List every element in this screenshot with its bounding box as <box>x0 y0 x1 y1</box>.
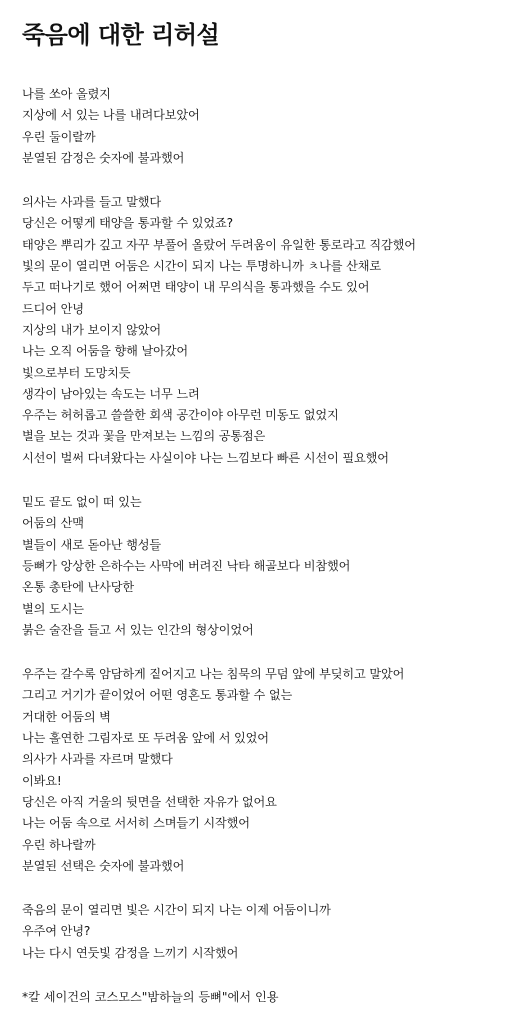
poem-line: 지상의 내가 보이지 않았어 <box>22 322 162 337</box>
poem-line: 드디어 안녕 <box>22 301 84 316</box>
poem-line: 죽음의 문이 열리면 빛은 시간이 되지 나는 이제 어둠이니까 <box>22 903 331 918</box>
poem-line: 우주는 허허롭고 쓸쓸한 회색 공간이야 아무런 미동도 없었지 <box>22 408 339 423</box>
poem-line: 별의 도시는 <box>22 601 84 616</box>
poem-line: 밑도 끝도 없이 떠 있는 <box>22 495 142 510</box>
poem-line: 거대한 어둠의 벽 <box>22 709 111 724</box>
poem-line: 나를 쏘아 올렸지 <box>22 87 111 101</box>
stanza <box>22 664 492 877</box>
poem-line: 나는 어둠 속으로 서서히 스며들기 시작했어 <box>22 816 250 831</box>
poem-line: 나는 오직 어둠을 향해 날아갔어 <box>22 344 188 359</box>
poem-line: 시선이 벌써 다녀왔다는 사실이야 나는 느낌보다 빠른 시선이 필요했어 <box>22 450 389 465</box>
poem-line: 빛의 문이 열리면 어둠은 시간이 되지 나는 투명하니까 ㅊ나를 산채로 <box>22 259 381 274</box>
poem-line: 별들이 새로 돋아난 행성들 <box>22 537 162 552</box>
poem-line: 별을 보는 것과 꽃을 만져보는 느낌의 공통점은 <box>22 429 266 444</box>
stanza <box>22 84 492 169</box>
poem-line: 우주여 안녕? <box>22 924 91 939</box>
poem-line: 생각이 남아있는 속도는 너무 느려 <box>22 386 200 401</box>
poem-line: 빛으로부터 도망치듯 <box>22 365 131 380</box>
poem-line: 분열된 선택은 숫자에 불과했어 <box>22 858 185 873</box>
stanza <box>22 192 492 469</box>
poem-line: 붉은 술잔을 들고 서 있는 인간의 형상이었어 <box>22 622 254 637</box>
poem-line: 분열된 감정은 숫자에 불과했어 <box>22 150 185 165</box>
poem-title: 죽음에 대한 리허설 <box>22 21 220 49</box>
poem-line: 그리고 거기가 끝이었어 어떤 영혼도 통과할 수 없는 <box>22 688 293 703</box>
poem-line: 우린 둘이랄까 <box>22 129 96 144</box>
poem-line: 두고 떠나기로 했어 어쩌면 태양이 내 무의식을 통과했을 수도 있어 <box>22 280 370 295</box>
poem-line: 당신은 어떻게 태양을 통과할 수 있었죠? <box>22 216 233 231</box>
stanza <box>22 900 492 964</box>
poem-line: 당신은 아직 거울의 뒷면을 선택한 자유가 없어요 <box>22 794 277 809</box>
poem-line: 온통 총탄에 난사당한 <box>22 580 135 595</box>
poem-line: 의사가 사과를 자르며 말했다 <box>22 752 173 767</box>
poem-line: 등뼈가 앙상한 은하수는 사막에 버려진 낙타 해골보다 비참했어 <box>22 558 351 573</box>
poem-line: 나는 홀연한 그림자로 또 두려움 앞에 서 있었어 <box>22 731 269 746</box>
poem-line: 어둠의 산맥 <box>22 516 84 531</box>
poem-line: 우린 하나랄까 <box>22 837 96 852</box>
poem-line: 의사는 사과를 들고 말했다 <box>22 195 162 210</box>
poem-line: 나는 다시 연둣빛 감정을 느끼기 시작했어 <box>22 945 239 960</box>
stanza <box>22 492 492 641</box>
poem-line: 이봐요! <box>22 773 62 788</box>
footnote: *칼 세이건의 코스모스"밤하늘의 등뼈"에서 인용 <box>22 989 279 1004</box>
poem-line: 우주는 갈수록 암담하게 짙어지고 나는 침묵의 무덤 앞에 부딪히고 말았어 <box>22 667 405 682</box>
poem-line: 지상에 서 있는 나를 내려다보았어 <box>22 108 200 123</box>
poem-line: 태양은 뿌리가 깊고 자꾸 부풀어 올랐어 두려움이 유일한 통로라고 직감했어 <box>22 237 416 252</box>
poem-body <box>22 84 492 964</box>
